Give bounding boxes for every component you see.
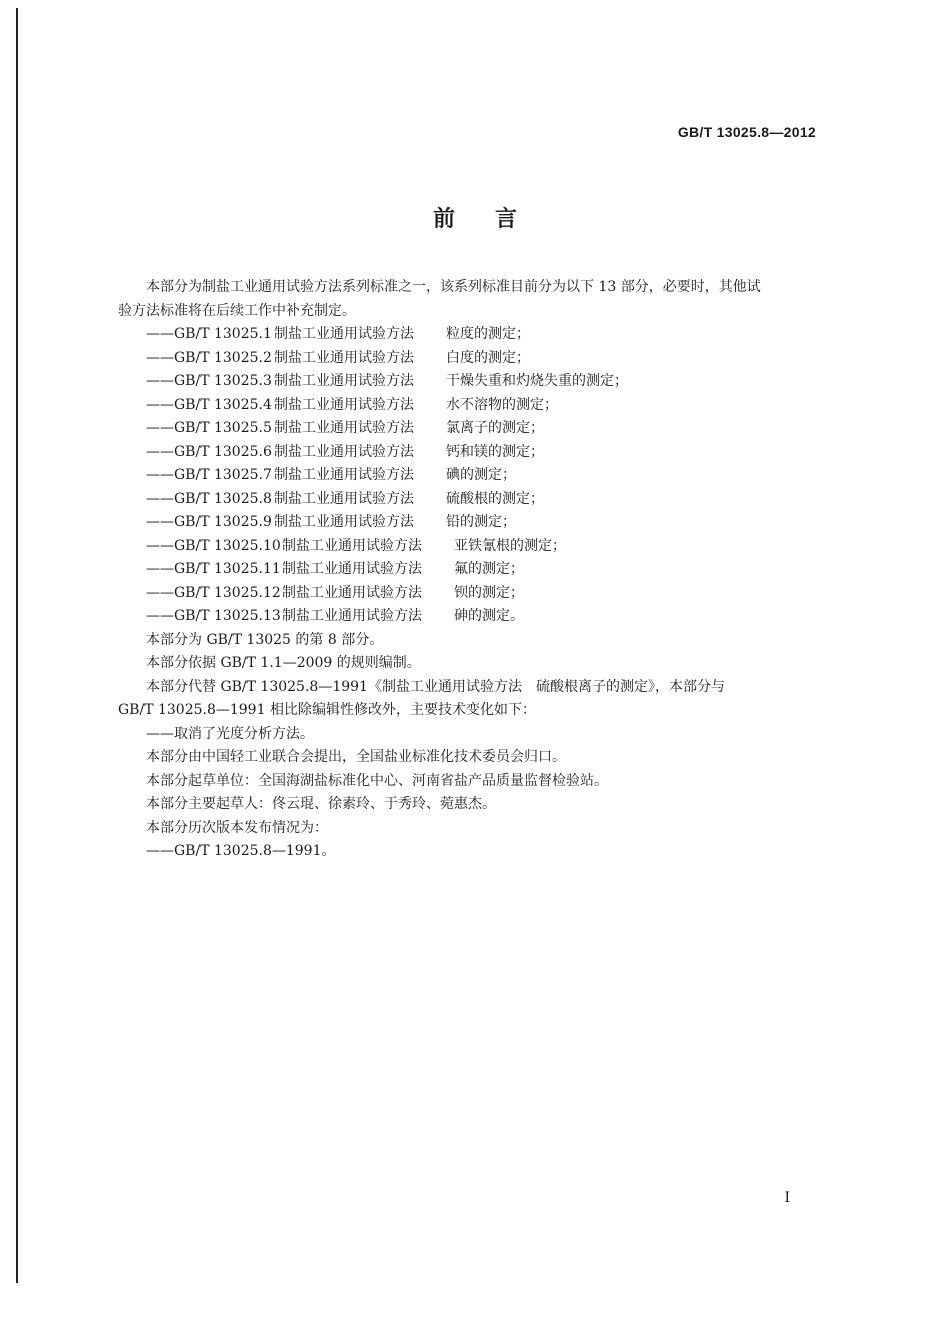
std-code: ——GB/T 13025.1 bbox=[146, 326, 272, 342]
list-item bbox=[118, 323, 818, 347]
std-subject: 亚铁氰根的测定； bbox=[454, 537, 566, 554]
std-name: 制盐工业通用试验方法 bbox=[282, 537, 422, 554]
intro-line-2: 验方法标准将在后续工作中补充制定。 bbox=[118, 302, 356, 319]
part-statement: 本部分为 GB/T 13025 的第 8 部分。 bbox=[146, 631, 384, 648]
std-name: 制盐工业通用试验方法 bbox=[282, 584, 422, 601]
std-subject: 干燥失重和灼烧失重的测定； bbox=[446, 373, 628, 389]
drafting-units: 本部分起草单位：全国海湖盐标准化中心、河南省盐产品质量监督检验站。 bbox=[146, 772, 608, 789]
std-code: ——GB/T 13025.4 bbox=[146, 396, 272, 413]
std-code: ——GB/T 13025.12 bbox=[146, 584, 281, 601]
list-item bbox=[118, 511, 818, 535]
drafters: 本部分主要起草人：佟云琨、徐素玲、于秀玲、菀惠杰。 bbox=[146, 796, 496, 812]
std-name: 制盐工业通用试验方法 bbox=[274, 514, 414, 530]
list-item bbox=[118, 488, 818, 512]
replace-line-2: GB/T 13025.8—1991 相比除编辑性修改外，主要技术变化如下： bbox=[118, 702, 536, 718]
std-code: ——GB/T 13025.10 bbox=[146, 537, 281, 554]
std-name: 制盐工业通用试验方法 bbox=[274, 349, 414, 366]
std-subject: 白度的测定； bbox=[446, 349, 530, 366]
std-subject: 砷的测定。 bbox=[454, 608, 524, 624]
std-code: ——GB/T 13025.7 bbox=[146, 467, 272, 483]
list-item bbox=[118, 535, 818, 559]
replace-line-1: 本部分代替 GB/T 13025.8—1991《制盐工业通用试验方法 硫酸根离子的测定》，本部分与 bbox=[146, 678, 725, 695]
std-code: ——GB/T 13025.6 bbox=[146, 443, 272, 460]
scan-edge-line bbox=[16, 8, 18, 1283]
std-code: ——GB/T 13025.3 bbox=[146, 373, 272, 389]
standards-list bbox=[118, 323, 818, 629]
std-name: 制盐工业通用试验方法 bbox=[274, 467, 414, 483]
list-item bbox=[118, 347, 818, 371]
std-name: 制盐工业通用试验方法 bbox=[282, 608, 422, 624]
foreword-body bbox=[118, 276, 818, 864]
std-subject: 硫酸根的测定； bbox=[446, 490, 544, 507]
history-label: 本部分历次版本发布情况为： bbox=[146, 819, 328, 836]
std-code: ——GB/T 13025.9 bbox=[146, 514, 272, 530]
std-name: 制盐工业通用试验方法 bbox=[282, 561, 422, 577]
list-item bbox=[118, 558, 818, 582]
intro-line-1: 本部分为制盐工业通用试验方法系列标准之一，该系列标准目前分为以下 13 部分，必要时，其他试 bbox=[146, 279, 761, 295]
std-subject: 氯离子的测定； bbox=[446, 420, 544, 436]
std-code: ——GB/T 13025.2 bbox=[146, 349, 272, 366]
list-item bbox=[118, 464, 818, 488]
list-item bbox=[118, 605, 818, 629]
std-code: ——GB/T 13025.11 bbox=[146, 561, 281, 577]
std-code: ——GB/T 13025.13 bbox=[146, 608, 281, 624]
standard-code-header: GB/T 13025.8—2012 bbox=[677, 124, 816, 140]
std-subject: 钡的测定； bbox=[454, 584, 524, 601]
list-item bbox=[118, 370, 818, 394]
std-name: 制盐工业通用试验方法 bbox=[274, 373, 414, 389]
std-subject: 碘的测定； bbox=[446, 467, 516, 483]
change-item: ——取消了光度分析方法。 bbox=[146, 725, 314, 742]
std-subject: 钙和镁的测定； bbox=[446, 443, 544, 460]
std-code: ——GB/T 13025.5 bbox=[146, 420, 272, 436]
std-name: 制盐工业通用试验方法 bbox=[274, 396, 414, 413]
rules-statement: 本部分依据 GB/T 1.1—2009 的规则编制。 bbox=[146, 655, 421, 671]
page-number: I bbox=[784, 1190, 790, 1206]
intro-paragraph bbox=[118, 276, 818, 300]
std-name: 制盐工业通用试验方法 bbox=[274, 443, 414, 460]
std-name: 制盐工业通用试验方法 bbox=[274, 326, 414, 342]
std-subject: 粒度的测定； bbox=[446, 326, 530, 342]
std-name: 制盐工业通用试验方法 bbox=[274, 420, 414, 436]
std-subject: 铅的测定； bbox=[446, 514, 516, 530]
list-item bbox=[118, 582, 818, 606]
std-subject: 水不溶物的测定； bbox=[446, 396, 558, 413]
intro-paragraph-cont bbox=[118, 300, 818, 324]
std-code: ——GB/T 13025.8 bbox=[146, 490, 272, 507]
list-item bbox=[118, 394, 818, 418]
list-item bbox=[118, 441, 818, 465]
proposer-statement: 本部分由中国轻工业联合会提出，全国盐业标准化技术委员会归口。 bbox=[146, 749, 566, 765]
std-name: 制盐工业通用试验方法 bbox=[274, 490, 414, 507]
std-subject: 氟的测定； bbox=[454, 561, 524, 577]
history-item: ——GB/T 13025.8—1991。 bbox=[146, 843, 336, 859]
page-title: 前言 bbox=[432, 206, 557, 232]
list-item bbox=[118, 417, 818, 441]
